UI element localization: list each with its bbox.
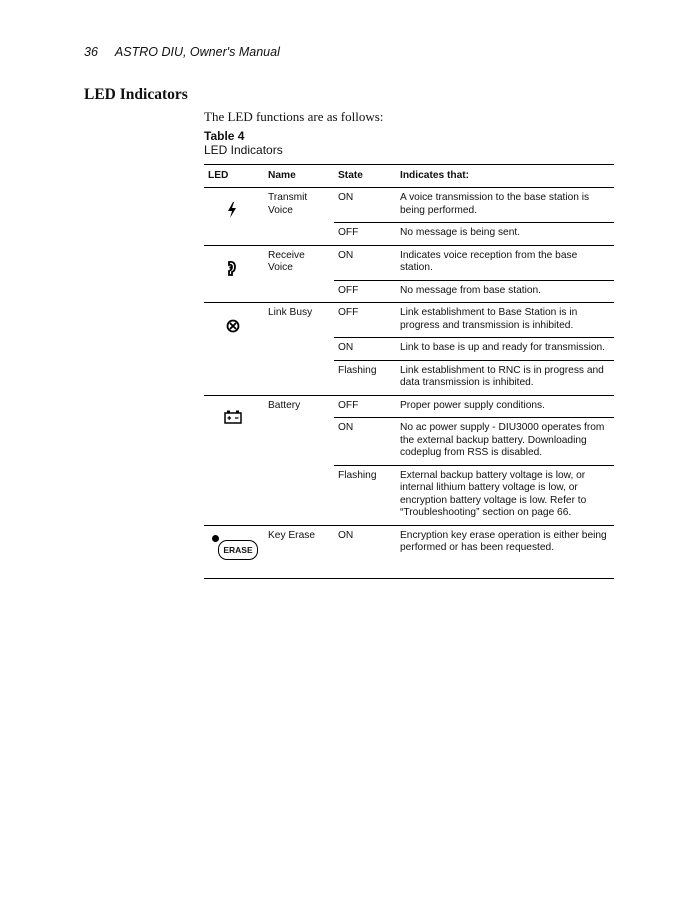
- col-indicates: Indicates that:: [396, 165, 614, 188]
- led-indicates: Indicates voice reception from the base station.: [396, 245, 614, 280]
- led-indicates: No message is being sent.: [396, 223, 614, 246]
- erase-label: ERASE: [218, 540, 258, 560]
- table-row: [204, 525, 614, 578]
- table-header-row: [204, 165, 614, 188]
- led-indicates: No ac power supply - DIU3000 operates from the external backup battery. Downloading codeplug from RSS is disabled.: [396, 418, 614, 466]
- transmit-voice-icon: [226, 202, 238, 218]
- led-indicates: A voice transmission to the base station is being performed.: [400, 192, 590, 216]
- led-name: Receive Voice: [264, 245, 334, 303]
- erase-icon: [212, 532, 260, 562]
- col-name: Name: [264, 165, 334, 188]
- table-row: [204, 245, 614, 280]
- led-cell: [204, 245, 264, 303]
- intro-text: The LED functions are as follows:: [204, 109, 384, 124]
- table-caption: [204, 129, 283, 157]
- led-state: ON: [334, 418, 396, 466]
- page-header: [84, 45, 280, 59]
- led-indicates: Encryption key erase operation is either being performed or has been requested.: [396, 525, 614, 578]
- led-indicates: Link establishment to Base Station is in progress and transmission is inhibited.: [396, 303, 614, 338]
- col-led: LED: [204, 165, 264, 188]
- led-state: Flashing: [334, 360, 396, 395]
- col-state: State: [334, 165, 396, 188]
- led-indicates: Link to base is up and ready for transmission.: [396, 338, 614, 361]
- led-cell: [204, 395, 264, 525]
- led-state: ON: [334, 525, 396, 578]
- led-cell: [204, 188, 264, 246]
- link-busy-icon: [226, 319, 240, 333]
- led-cell: [204, 303, 264, 396]
- led-state: ON: [334, 338, 396, 361]
- led-name: Link Busy: [264, 303, 334, 396]
- led-state: ON: [338, 192, 354, 203]
- led-name: Battery: [264, 395, 334, 525]
- led-state: OFF: [334, 303, 396, 338]
- led-state: OFF: [334, 223, 396, 246]
- led-dot-icon: [212, 535, 219, 542]
- table-label: Table 4: [204, 129, 245, 143]
- led-state: OFF: [334, 395, 396, 418]
- led-name: Transmit Voice: [268, 192, 308, 216]
- page-number: 36: [84, 45, 98, 59]
- led-indicates: No message from base station.: [396, 280, 614, 303]
- led-cell: [204, 525, 264, 578]
- led-table: [204, 164, 614, 579]
- battery-icon: [224, 410, 242, 424]
- table-row: [204, 395, 614, 418]
- receive-voice-icon: [226, 260, 238, 276]
- led-state: ON: [334, 245, 396, 280]
- led-name: Key Erase: [264, 525, 334, 578]
- table-title: LED Indicators: [204, 143, 283, 157]
- led-indicates: Link establishment to RNC is in progress and data transmission is inhibited.: [396, 360, 614, 395]
- section-title: LED Indicators: [84, 86, 188, 103]
- table-row: [204, 188, 614, 223]
- led-indicates: External backup battery voltage is low, or internal lithium battery voltage is low, or encryption battery voltage is low. Refer to “Troubleshooting” section on page 66.: [396, 465, 614, 525]
- led-state: Flashing: [334, 465, 396, 525]
- led-state: OFF: [334, 280, 396, 303]
- manual-title: ASTRO DIU, Owner's Manual: [114, 45, 280, 59]
- table-row: [204, 303, 614, 338]
- led-indicates: Proper power supply conditions.: [396, 395, 614, 418]
